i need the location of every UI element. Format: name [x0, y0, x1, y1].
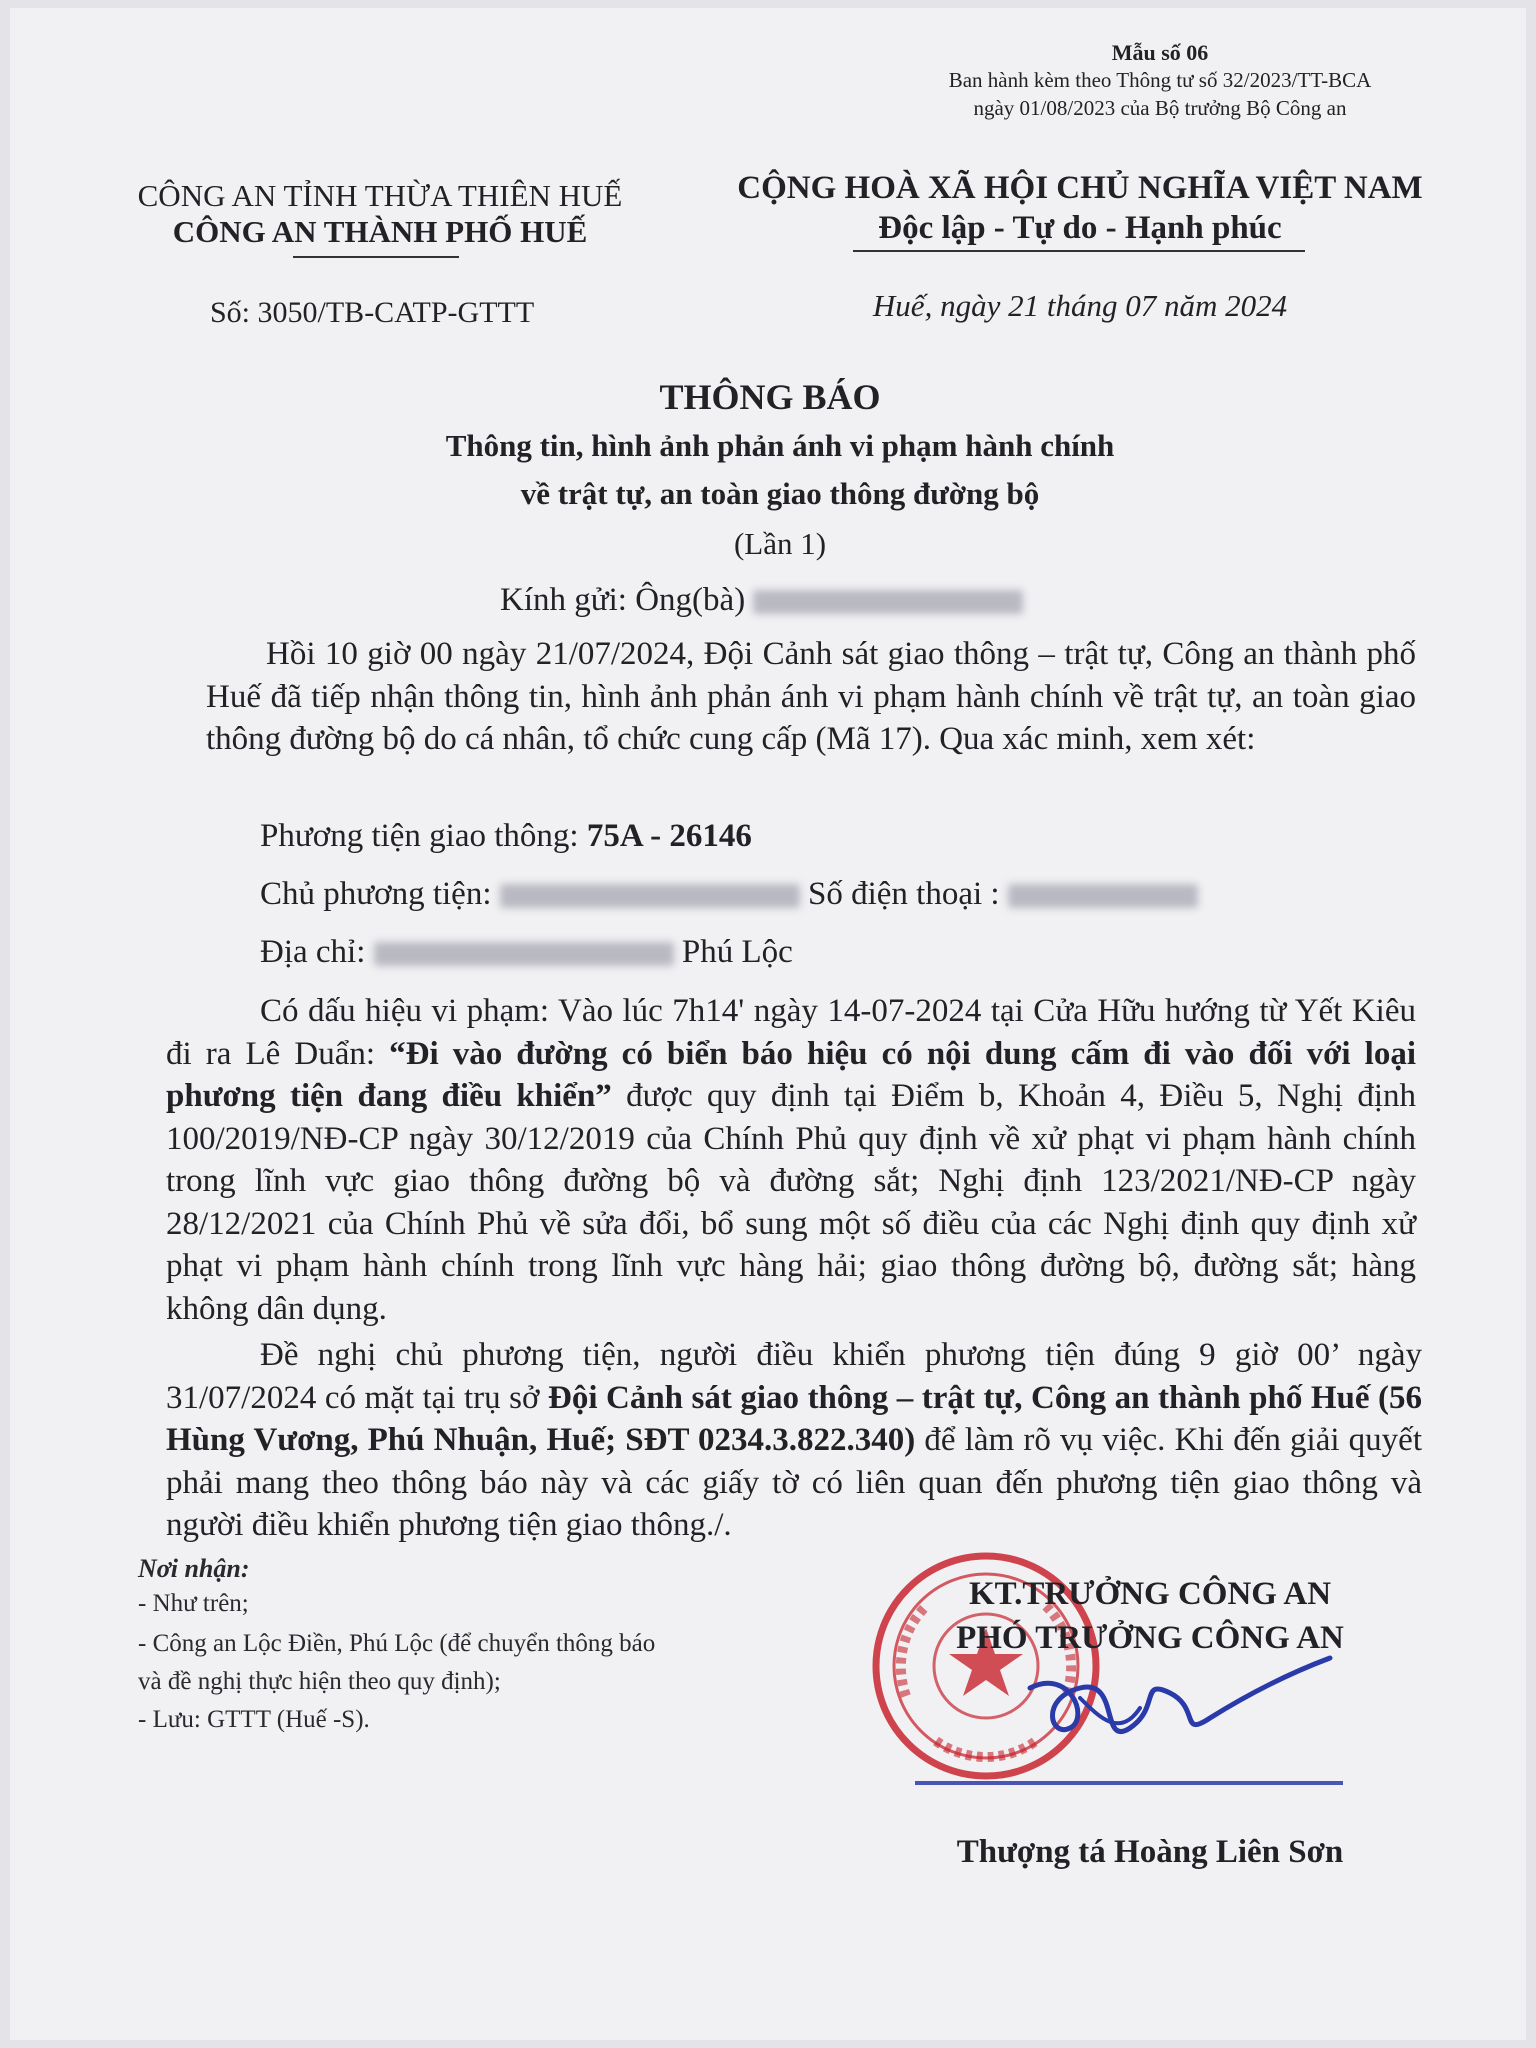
recipients-item: - Như trên;	[138, 1590, 249, 1617]
recipients-item: và đề nghị thực hiện theo quy định);	[138, 1668, 501, 1695]
phone-label: Số điện thoại :	[799, 876, 1008, 912]
request-location: Đội Cảnh sát giao thông – trật tự, Công an thành phố Huế (56 Hùng Vương, Phú Nhuận, Huế; SĐT 0234.3.822.340)	[166, 1379, 1422, 1458]
signature-underline	[915, 1781, 1343, 1785]
title-main: THÔNG BÁO	[659, 377, 881, 417]
redacted-phone-number	[1008, 884, 1198, 908]
redacted-owner-name	[500, 884, 800, 908]
intro-paragraph: Hồi 10 giờ 00 ngày 21/07/2024, Đội Cảnh sát giao thông – trật tự, Công an thành phố Huế đã tiếp nhận thông tin, hình ảnh phản ánh vi phạm hành chính về trật tự, an toàn giao thông đường bộ do cá nhân, tổ chức cung cấp (Mã 17). Qua xác minh, xem xét:	[206, 636, 1416, 757]
form-issued-date: ngày 01/08/2023 của Bộ trưởng Bộ Công an	[973, 96, 1347, 120]
vehicle-line	[260, 818, 752, 855]
nation-name: CỘNG HOÀ XÃ HỘI CHỦ NGHĨA VIỆT NAM	[737, 170, 1423, 206]
motto-underline	[853, 250, 1305, 252]
recipients-item: - Lưu: GTTT (Huế -S).	[138, 1706, 370, 1733]
document-page	[10, 8, 1526, 2040]
violation-intro: Có dấu hiệu vi phạm: Vào lúc 7h14' ngày 14-07-2024 tại Cửa Hữu hướng từ Yết Kiêu đi ra Lê Duẩn:	[166, 993, 1416, 1072]
redacted-address	[374, 942, 674, 966]
address-line	[260, 934, 793, 971]
nation-motto: Độc lập - Tự do - Hạnh phúc	[878, 210, 1282, 246]
agency-name: CÔNG AN THÀNH PHỐ HUẾ	[172, 214, 588, 249]
recipients-heading: Nơi nhận:	[138, 1554, 250, 1583]
address-tail: Phú Lộc	[673, 934, 793, 970]
title-sub2: về trật tự, an toàn giao thông đường bộ	[520, 476, 1040, 511]
form-number: Mẫu số 06	[1111, 40, 1209, 65]
address-label: Địa chỉ:	[260, 934, 374, 970]
place-date: Huế, ngày 21 tháng 07 năm 2024	[872, 288, 1288, 323]
recipient-label: Kính gửi: Ông(bà)	[500, 582, 754, 618]
form-issued-with: Ban hành kèm theo Thông tư số 32/2023/TT-BCA	[948, 68, 1372, 92]
recipients-item: - Công an Lộc Điền, Phú Lộc (để chuyển thông báo	[138, 1630, 656, 1657]
request-paragraph	[166, 1334, 1422, 1547]
vehicle-plate: 75A - 26146	[586, 818, 752, 854]
handwritten-signature	[1010, 1648, 1370, 1778]
violation-description: “Đi vào đường có biển báo hiệu có nội dung cấm đi vào đối với loại phương tiện đang điều khiển”	[166, 1035, 1416, 1114]
title-sub1: Thông tin, hình ảnh phản ánh vi phạm hành chính	[445, 428, 1115, 463]
signer-name: Thượng tá Hoàng Liên Sơn	[956, 1834, 1344, 1870]
request-intro: Đề nghị chủ phương tiện, người điều khiển phương tiện đúng 9 giờ 00’ ngày 31/07/2024 có mặt tại trụ sở	[166, 1337, 1422, 1416]
owner-line	[260, 876, 1198, 913]
violation-paragraph	[166, 990, 1416, 1330]
signature-title-1: KT.TRƯỞNG CÔNG AN	[968, 1576, 1332, 1612]
title-round: (Lần 1)	[733, 526, 827, 561]
owner-label: Chủ phương tiện:	[260, 876, 500, 912]
agency-underline	[293, 256, 459, 258]
request-instructions: để làm rõ vụ việc. Khi đến giải quyết phải mang theo thông báo này và các giấy tờ có liên quan đến phương tiện giao thông và người điều khiển phương tiện giao thông./.	[166, 1422, 1422, 1543]
recipient-line	[500, 582, 1023, 619]
document-number: Số: 3050/TB-CATP-GTTT	[210, 296, 535, 329]
vehicle-label: Phương tiện giao thông:	[260, 818, 587, 854]
violation-legal-basis: được quy định tại Điểm b, Khoản 4, Điều 5, Nghị định 100/2019/NĐ-CP ngày 30/12/2019 của Chính Phủ quy định về xử phạt vi phạm hành chính trong lĩnh vực giao thông đường bộ và đường sắt; Nghị định 123/2021/NĐ-CP ngày 28/12/2021 của Chính Phủ về sửa đổi, bổ sung một số điều của các Nghị định quy định xử phạt vi phạm hành chính trong lĩnh vực hàng hải; giao thông đường bộ, đường sắt; hàng không dân dụng.	[166, 1078, 1416, 1327]
redacted-recipient-name	[753, 590, 1023, 614]
agency-parent: CÔNG AN TỈNH THỪA THIÊN HUẾ	[137, 178, 623, 213]
signature-title-2: PHÓ TRƯỞNG CÔNG AN	[956, 1620, 1344, 1656]
